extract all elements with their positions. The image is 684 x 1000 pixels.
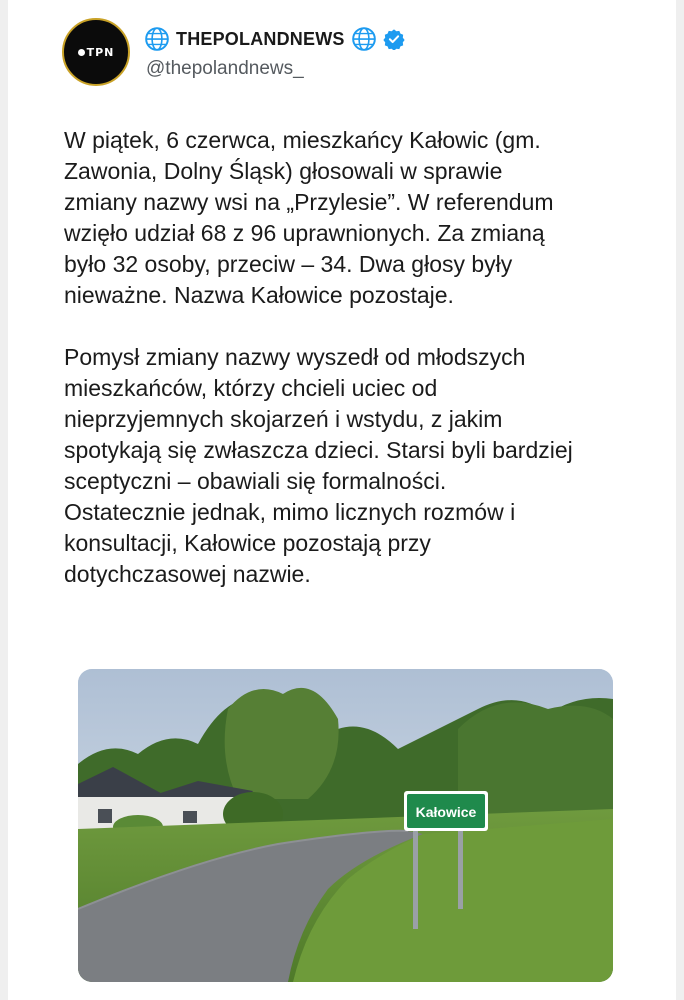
tweet-paragraph: Pomysł zmiany nazwy wyszedł od młodszych mieszkańców, którzy chcieli uciec od nieprzyjemnych skojarzeń i wstydu, z jakim spotykają się zwłaszcza dzieci. Starsi byli bardziej sceptyczni – obawiali się formalności. Ostatecznie jednak, mimo licznych rozmów i konsultacji, Kałowice pozostają przy dotychczasowej nazwie. <box>64 344 573 587</box>
village-road-photo <box>78 669 613 982</box>
author-name-row[interactable] <box>144 26 405 52</box>
avatar[interactable] <box>62 18 130 86</box>
globe-icon <box>351 26 377 52</box>
author-handle[interactable]: @thepolandnews_ <box>146 58 304 79</box>
tweet-paragraph: W piątek, 6 czerwca, mieszkańcy Kałowic (gm. Zawonia, Dolny Śląsk) głosowali w sprawie zmiany nazwy wsi na „Przylesie”. W referendum wzięło udział 68 z 96 uprawnionych. Za zmianą było 32 osoby, przeciw – 34. Dwa głosy były nieważne. Nazwa Kałowice pozostaje. <box>64 127 554 308</box>
tweet-media-image[interactable] <box>78 669 613 982</box>
globe-icon <box>144 26 170 52</box>
tweet-text <box>64 125 644 590</box>
verified-badge-icon <box>383 28 405 50</box>
avatar-dot-icon <box>78 49 85 56</box>
sign-text: Kałowice <box>415 804 477 820</box>
author-display-name[interactable]: THEPOLANDNEWS <box>176 28 345 49</box>
avatar-logo <box>78 46 115 59</box>
avatar-logo-text: TPN <box>86 45 115 59</box>
tweet-header <box>56 18 616 88</box>
